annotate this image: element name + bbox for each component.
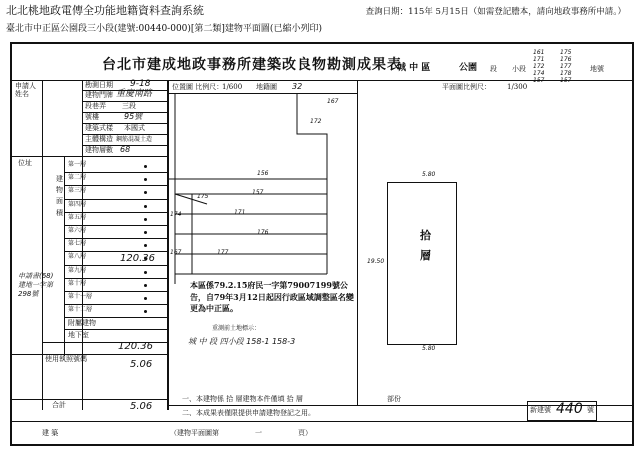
floor-row-label: 第六層 [68,227,87,234]
floor-row-label: 第七層 [68,240,87,248]
map-number: 174 [170,211,182,218]
floor-row-line [64,278,167,279]
common-value: 5.06 [130,359,153,370]
build-number-suffix: 號 [587,406,594,414]
location-map [167,94,362,309]
query-date: 查詢日期：115年 5月15日（如需登記謄本，請向地政事務所申請。） [365,7,626,17]
location-map-label: 位置圖 比例尺： [172,83,224,91]
floor-row-label: 第二層 [68,174,87,182]
map-number: 156 [257,170,269,177]
lot-map-label: 地籍圖 [256,83,277,91]
subsection-label: 小段 [512,65,526,73]
floor-row-dot [144,178,147,181]
floor-row-label: 第十一層 [68,293,93,300]
annex-label: 附屬建物 [68,319,96,327]
floor-row-dot [144,205,147,208]
surveyor-label: 建 築 [42,429,59,437]
map-number: 175 [197,193,209,200]
land-label: 重測前土地標示： [212,325,261,332]
floor-row-label: 第十二層 [68,306,93,314]
plan-page-value: 一 [255,429,262,437]
floor-area-value: 120.36 [120,253,155,264]
plan-page-suffix: 頁） [298,429,312,437]
date-label: 勘測日期 [85,81,113,89]
district-label: 城 中 區 [397,63,431,73]
field-value: 本國式 [124,124,145,132]
change-note: 本區係79.2.15府民一字第79007199號公告，自79年3月12日起因行政區域調整區名變更為中正區。 [190,280,354,314]
floor-row-line [64,291,167,292]
part-label: 部份 [387,395,401,403]
document-title: 台北市建成地政事務所建築改良物勘測成果表 [102,57,402,73]
floor-row-label: 第十層 [68,279,87,287]
floor-row-dot [144,244,147,247]
floor-row-label: 第九層 [68,266,87,274]
build-number-value: 440 [556,401,583,417]
lot-number: 161 [533,49,545,56]
floor-row-dot [144,191,147,194]
field-label: 建物門牌 [85,91,113,99]
field-label: 號樓 [85,113,99,121]
location-line: 臺北市中正區公園段三小段(建號:00440-000)[第二類]建物平面圖(已縮小列印) [6,24,322,34]
section-suffix: 段 [490,65,497,73]
floor-row-dot [144,297,147,300]
address-label: 位址 [18,159,32,167]
floor-row-dot [144,310,147,313]
dim-top: 5.80 [422,171,436,178]
location-map-scale: 1/600 [222,83,243,91]
lot-number: 176 [560,56,572,63]
field-label: 主體構造 [85,135,113,143]
field-label: 建築式樣 [85,124,113,132]
sum-label: 合計 [52,401,66,409]
lot-number: 178 [560,70,572,77]
system-header [0,0,640,40]
applicant-label: 申請人姓名 [15,82,36,99]
build-number-label: 新建號 [530,406,551,414]
floor-row-label: 第五層 [68,213,87,221]
field-value: 三段 [122,102,136,110]
floor-row-dot [144,284,147,287]
lot-number: 174 [533,70,545,77]
lot-number [533,78,544,84]
lot-number: 177 [560,63,572,70]
floor-row-dot [144,165,147,168]
application-note: 申請書(68)建地一字第298號 [18,272,54,299]
field-value: 鋼筋混凝土造 [116,136,153,143]
land-value: 城 中 段 四小段 158-1 158-3 [188,337,296,346]
total-area-value: 120.36 [118,341,153,352]
field-value: 重慶南路 [116,89,153,99]
common-label: 使用執照號碼 [45,355,87,363]
lot-number: 175 [560,49,572,56]
map-number: 172 [310,118,322,125]
map-number: 171 [234,209,246,216]
footer-note-1: 一、本建物係 拾 層建物本件僅填 拾 層 [182,395,303,403]
date-value: 9-18 [130,79,151,89]
map-number: 167 [170,249,182,256]
floor-row-label: 第一層 [68,161,87,168]
floor-row-dot [144,231,147,234]
dim-left: 19.50 [367,258,385,265]
map-number: 167 [327,98,339,105]
footer-note-2: 二、本成果表僅限提供申請建物登記之用。 [182,409,315,417]
floor-row-line [64,212,167,213]
system-title: 北北桃地政電傳全功能地籍資料查詢系統 [6,4,204,17]
floor-row-label: 第三層 [68,187,87,195]
lot-number: 171 [533,56,545,63]
floor-area-label: 建物面積 [56,175,63,217]
map-number: 177 [217,249,229,256]
floor-row-label: 第四層 [68,200,87,208]
survey-document [10,42,634,446]
field-label: 建物層數 [85,146,113,154]
section-name: 公園 [459,63,478,73]
field-value: 95號 [124,112,143,121]
sum-value: 5.06 [130,401,153,412]
lot-word: 地號 [590,65,604,73]
floor-row-line [64,225,167,226]
floor-row-line [64,265,167,266]
lot-number: 172 [533,63,545,70]
field-label: 段巷弄 [85,102,106,110]
floor-plan-scale: 1/300 [507,83,528,91]
lot-number [560,78,571,84]
room-label: 拾層 [420,229,431,262]
floor-row-dot [144,271,147,274]
floor-plan-label: 平面圖比例尺： [442,83,491,91]
floor-row-label: 第八層 [68,253,87,261]
plan-page-label: （建物平面圖第 [170,429,219,437]
map-number: 157 [252,189,264,196]
floor-row-line [64,199,167,200]
lot-map-value: 32 [292,82,303,91]
floor-row-dot [144,218,147,221]
field-value: 68 [120,145,131,154]
map-number: 176 [257,229,269,236]
dim-bottom: 5.80 [422,345,436,352]
basement-label: 地下室 [68,331,89,339]
